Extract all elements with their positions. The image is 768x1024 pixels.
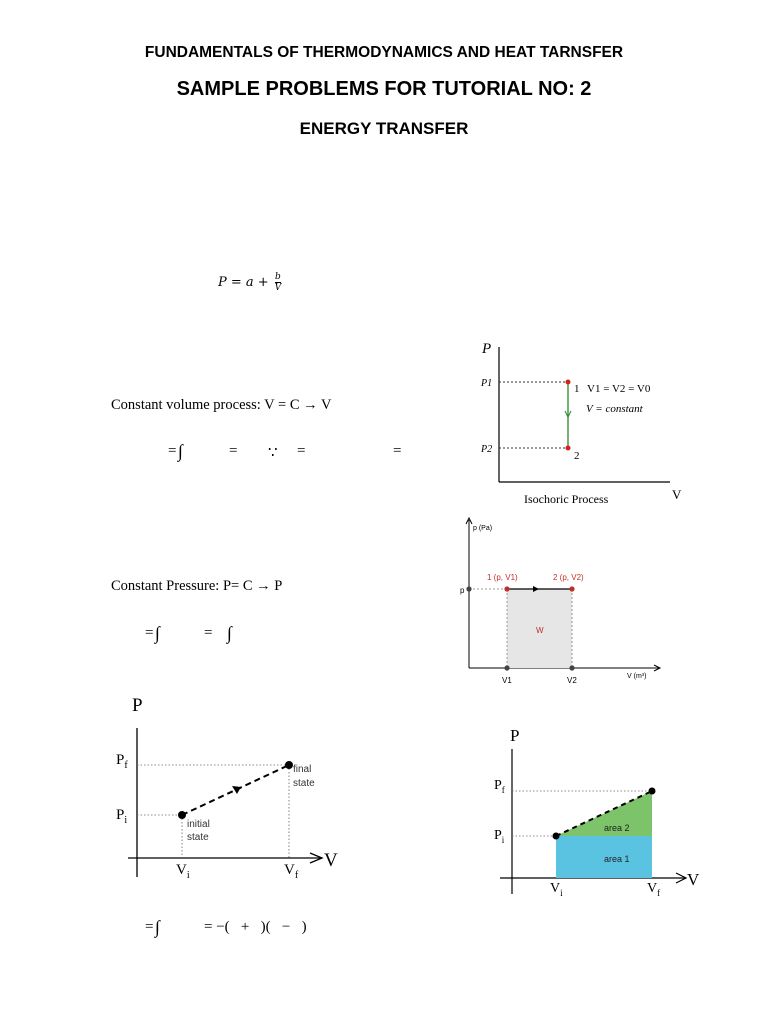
- integral-sign: ∫: [227, 623, 232, 643]
- v-axis-label: V: [324, 850, 338, 871]
- p-axis-point: [466, 586, 471, 591]
- tutorial-title: SAMPLE PROBLEMS FOR TUTORIAL NO: 2: [176, 78, 592, 100]
- initial-state-label-2: state: [187, 832, 209, 843]
- v1-label: V1: [502, 676, 512, 685]
- area-1-label: area 1: [604, 854, 630, 864]
- initial-point: [178, 811, 186, 819]
- eq-sign: =: [297, 443, 306, 459]
- pi-label: $P_i$: [494, 828, 505, 845]
- topic-title: ENERGY TRANSFER: [299, 119, 469, 138]
- p-label: p: [460, 586, 465, 595]
- fraction-denominator: V: [274, 283, 282, 293]
- p-axis-label: P: [482, 341, 492, 357]
- v-axis-label: V: [672, 487, 682, 502]
- integral-sign: ∫: [155, 917, 160, 937]
- vi-label: $V_i$: [550, 881, 563, 898]
- pi-label: $P_i$: [116, 807, 128, 826]
- point-2-label: 2: [574, 450, 580, 462]
- work-area-diagram: [490, 722, 705, 902]
- work-label: W: [536, 626, 544, 635]
- linear-work-equation: [0, 919, 768, 941]
- vi-label: $V_i$: [176, 862, 190, 881]
- vf-label: $V_f$: [284, 862, 299, 881]
- initial-point: [553, 833, 560, 840]
- p-axis-label: P: [510, 726, 520, 745]
- p-axis-label: P: [132, 695, 143, 716]
- state-point-2: [566, 446, 571, 451]
- point-1-label: 1 (p, V1): [487, 573, 518, 582]
- integral-sign: ∫: [178, 441, 183, 461]
- point-1-label: 1: [574, 383, 580, 395]
- equation-lhs: P = a +: [218, 275, 269, 291]
- fraction: [275, 272, 282, 293]
- linear-process-diagram: [110, 690, 350, 890]
- point-2-label: 2 (p, V2): [553, 573, 584, 582]
- pf-label: $P_f$: [116, 752, 128, 771]
- eq-sign: =: [229, 443, 238, 459]
- process-arrow: [232, 786, 241, 794]
- diagram-caption: Isochoric Process: [524, 492, 609, 506]
- state-point-1: [566, 380, 571, 385]
- because-sign: ∵: [268, 445, 278, 461]
- area-2-label: area 2: [604, 823, 630, 833]
- y-axis-label: p (Pa): [473, 525, 493, 532]
- v1-axis-point: [504, 665, 509, 670]
- pf-label: $P_f$: [494, 778, 505, 795]
- final-state-label-2: state: [293, 778, 315, 789]
- integral-sign: ∫: [155, 623, 160, 643]
- state-point-2: [569, 586, 574, 591]
- final-point: [649, 788, 656, 795]
- constant-pressure-label: Constant Pressure: P= C → P: [111, 578, 283, 594]
- v2-axis-point: [569, 665, 574, 670]
- isobaric-diagram: [455, 516, 665, 691]
- eq-sign: =: [145, 919, 154, 935]
- v-axis-label: V: [687, 870, 700, 889]
- constant-volume-label: Constant volume process: V = C → V: [111, 397, 332, 413]
- isochoric-diagram: [470, 335, 700, 515]
- eq-sign: =: [145, 625, 154, 641]
- x-axis-label: V (m³): [627, 673, 647, 680]
- initial-state-label-1: initial: [187, 819, 210, 830]
- p1-label: P1: [481, 378, 493, 389]
- final-state-label-1: final: [293, 764, 312, 775]
- volume-constant: V = constant: [586, 403, 643, 415]
- volume-equality: V1 = V2 = V0: [587, 383, 651, 395]
- eq-sign: =: [168, 443, 177, 459]
- vf-label: $V_f$: [647, 881, 661, 898]
- pressure-equation: [218, 272, 281, 293]
- trapezoid-expression: = −( + )( − ): [204, 919, 307, 935]
- p2-label: P2: [481, 444, 493, 455]
- v2-label: V2: [567, 676, 577, 685]
- eq-sign: =: [204, 625, 213, 641]
- eq-sign: =: [393, 443, 402, 459]
- course-title: FUNDAMENTALS OF THERMODYNAMICS AND HEAT TARNSFER: [144, 44, 624, 61]
- state-point-1: [504, 586, 509, 591]
- final-point: [285, 761, 293, 769]
- fraction-numerator: b: [275, 272, 281, 282]
